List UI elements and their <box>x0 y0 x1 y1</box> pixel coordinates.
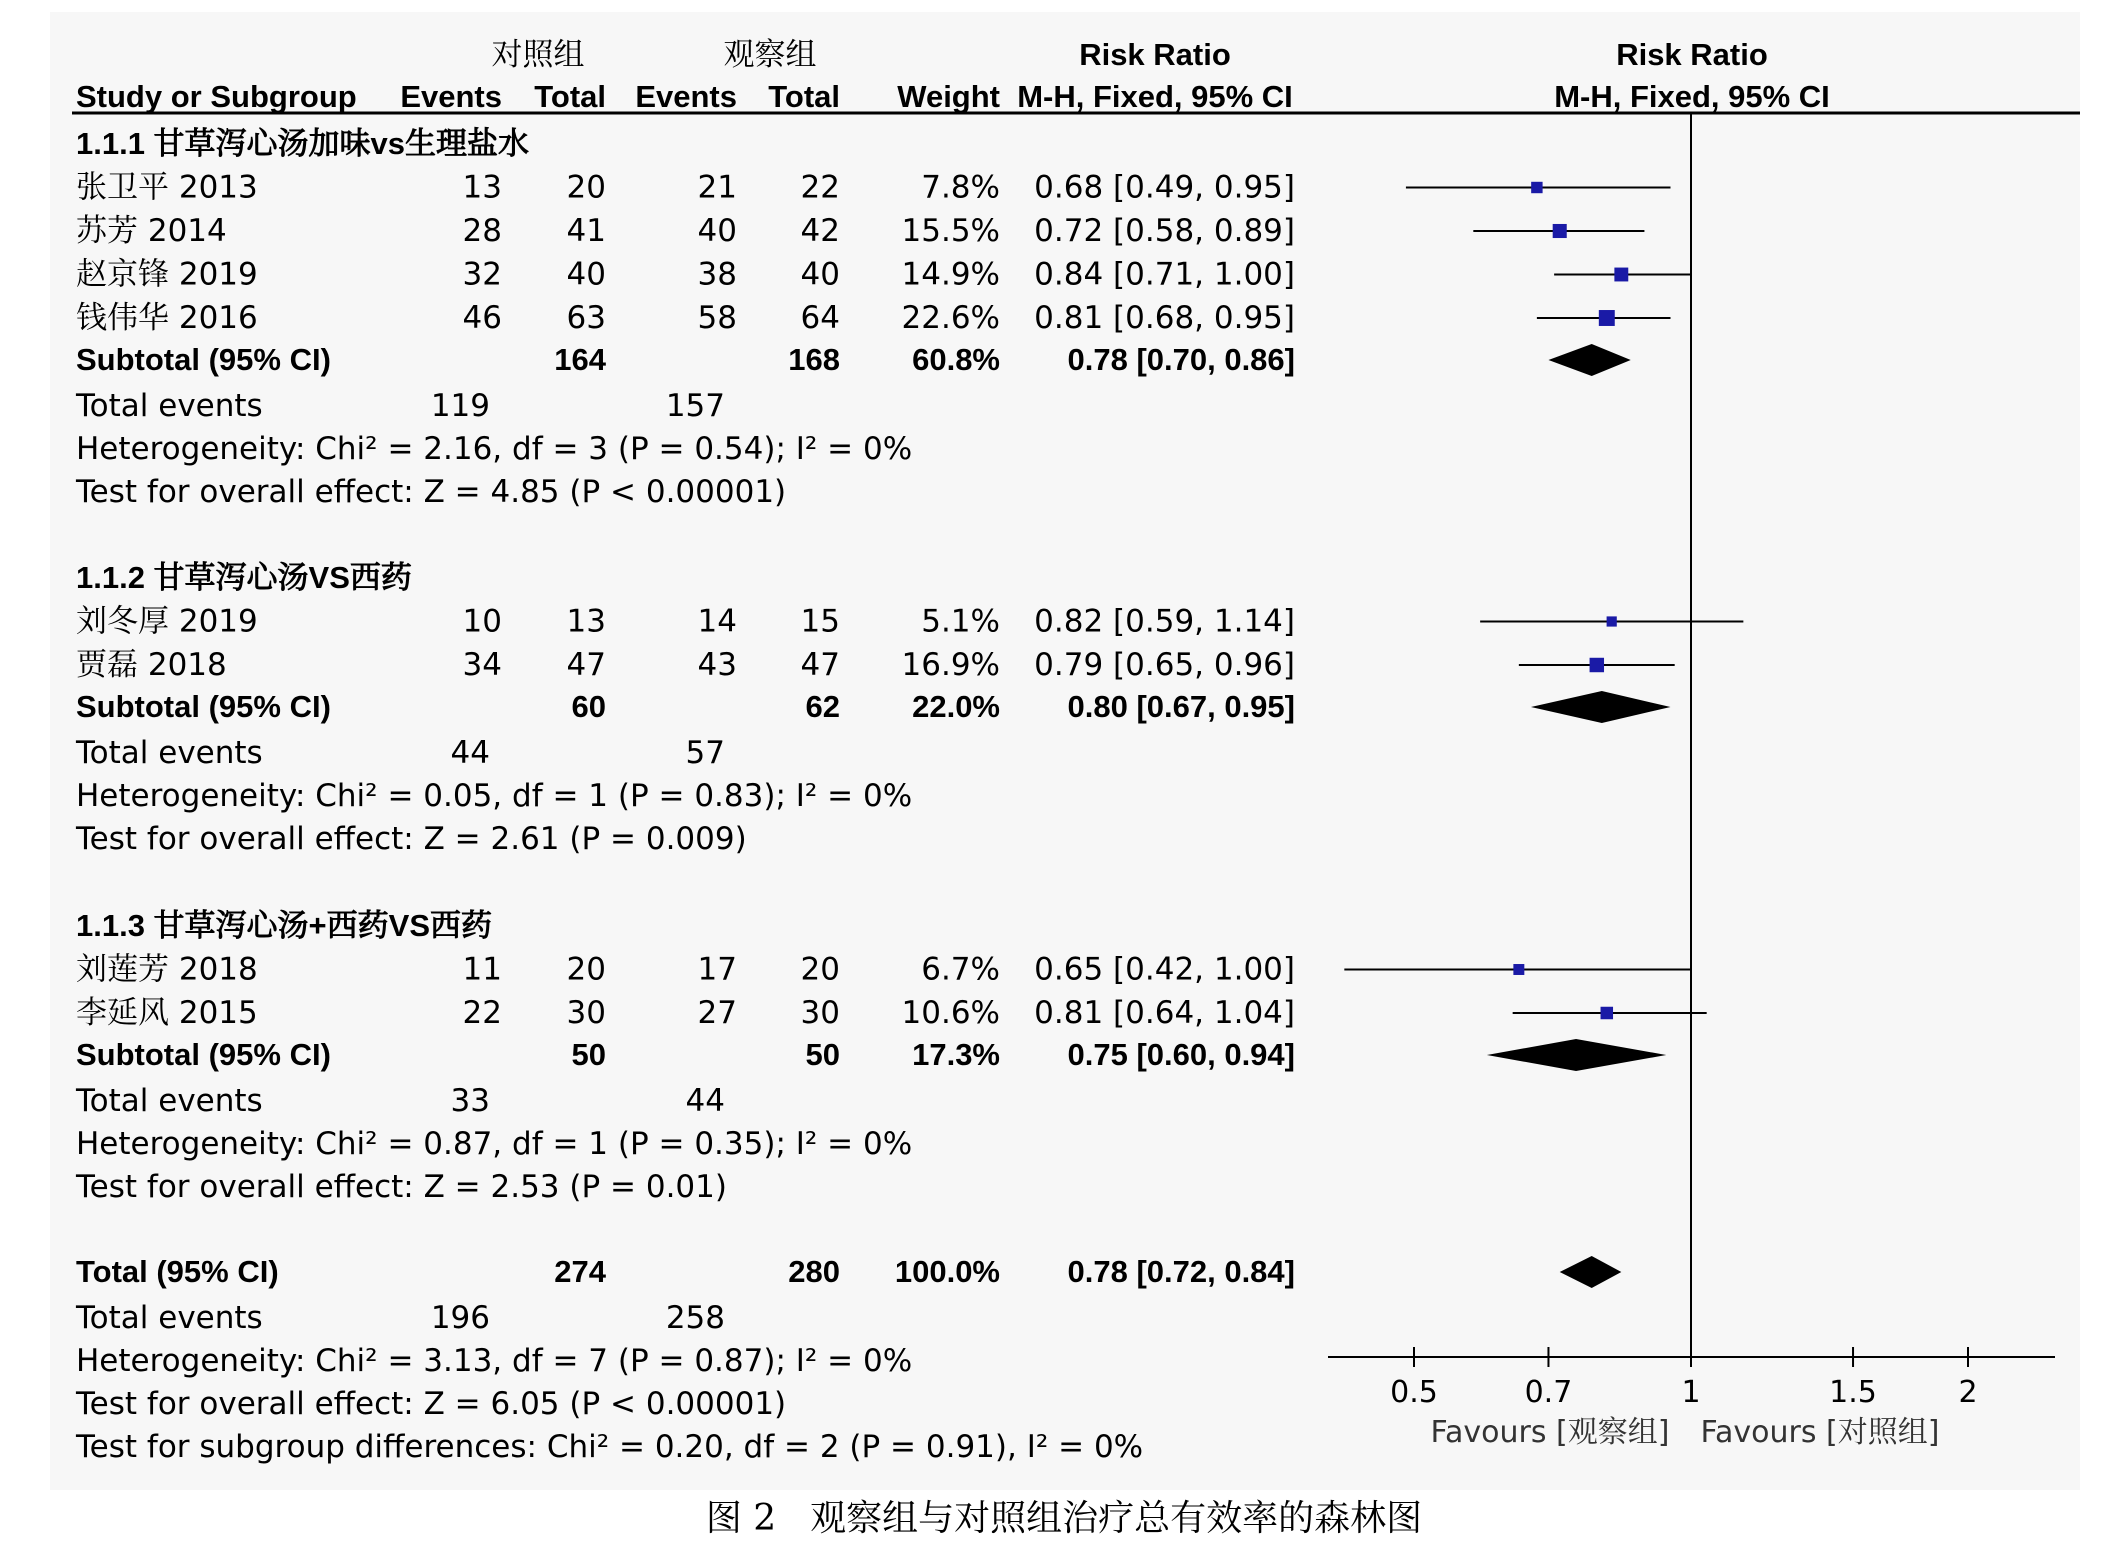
total-events-label: Total events <box>76 735 263 771</box>
plot-area <box>1328 113 2055 1450</box>
study-name: 刘莲芳 2018 <box>76 951 258 988</box>
header-exp-events: Events <box>635 79 737 114</box>
subgroup-differences-text: Test for subgroup differences: Chi² = 0.20, df = 2 (P = 0.91), I² = 0% <box>76 1429 1144 1465</box>
study-weight: 7.8% <box>921 169 1000 206</box>
subtotal-label: Subtotal (95% CI) <box>76 342 331 377</box>
x-tick-label: 1 <box>1681 1375 1701 1410</box>
subtotal-exp-total: 50 <box>805 1037 840 1072</box>
control-total: 63 <box>566 300 606 336</box>
subtotal-diamond <box>1531 691 1671 723</box>
total-ci: 0.78 [0.72, 0.84] <box>1067 1254 1295 1289</box>
study-weight: 6.7% <box>921 951 1000 988</box>
subtotal-label: Subtotal (95% CI) <box>76 689 331 724</box>
control-total: 13 <box>566 603 606 640</box>
header-control-total: Total <box>534 79 606 114</box>
study-point-square <box>1599 310 1615 326</box>
total-events-exp: 57 <box>685 735 725 771</box>
header-exp-group: 观察组 <box>723 37 817 73</box>
exp-events: 40 <box>697 213 737 249</box>
study-ci: 0.82 [0.59, 1.14] <box>1034 603 1295 640</box>
study-ci: 0.79 [0.65, 0.96] <box>1034 647 1295 683</box>
subtotal-weight: 60.8% <box>912 342 1000 377</box>
study-ci: 0.81 [0.68, 0.95] <box>1034 300 1295 336</box>
subtotal-ci: 0.80 [0.67, 0.95] <box>1067 689 1295 724</box>
header-study-col: Study or Subgroup <box>76 79 357 114</box>
study-name: 贾磊 2018 <box>76 647 227 683</box>
study-name: 赵京锋 2019 <box>76 256 258 293</box>
x-tick-label: 2 <box>1958 1375 1978 1410</box>
study-weight: 10.6% <box>901 995 1000 1031</box>
total-events-label: Total events <box>76 1300 263 1336</box>
exp-events: 17 <box>697 951 737 988</box>
total-events-exp: 258 <box>665 1300 725 1336</box>
study-name: 钱伟华 2016 <box>76 300 258 336</box>
total-weight: 100.0% <box>894 1254 1000 1289</box>
control-events: 32 <box>462 256 502 293</box>
x-tick-label: 0.7 <box>1524 1375 1573 1410</box>
control-total: 40 <box>566 256 606 293</box>
study-weight: 5.1% <box>921 603 1000 640</box>
exp-events: 14 <box>697 603 737 640</box>
exp-events: 27 <box>697 995 737 1031</box>
control-total: 47 <box>566 647 606 683</box>
header-plot-title: Risk Ratio <box>1616 37 1768 72</box>
x-tick-label: 0.5 <box>1390 1375 1438 1410</box>
total-events-exp: 157 <box>665 388 725 424</box>
header-control-events: Events <box>400 79 502 114</box>
total-control-total: 274 <box>554 1254 606 1289</box>
favours-left-label: Favours [观察组] <box>1430 1415 1670 1450</box>
subtotal-control-total: 60 <box>571 689 606 724</box>
overall-effect-text: Test for overall effect: Z = 4.85 (P < 0.00001) <box>76 474 787 510</box>
subtotal-diamond <box>1548 344 1630 376</box>
exp-total: 40 <box>800 256 840 293</box>
exp-events: 58 <box>697 300 737 336</box>
overall-effect-text: Test for overall effect: Z = 6.05 (P < 0.00001) <box>76 1386 787 1422</box>
exp-events: 38 <box>697 256 737 293</box>
study-weight: 22.6% <box>901 300 1000 336</box>
study-ci: 0.84 [0.71, 1.00] <box>1034 256 1295 293</box>
study-name: 李延风 2015 <box>76 995 258 1031</box>
control-events: 34 <box>462 647 502 683</box>
exp-total: 47 <box>800 647 840 683</box>
total-exp-total: 280 <box>788 1254 840 1289</box>
exp-total: 42 <box>800 213 840 249</box>
total-label: Total (95% CI) <box>76 1254 279 1289</box>
forest-plot-figure <box>50 12 2080 1490</box>
favours-right-label: Favours [对照组] <box>1700 1415 1940 1450</box>
total-diamond <box>1560 1256 1622 1288</box>
exp-total: 30 <box>800 995 840 1031</box>
study-point-square <box>1553 224 1567 238</box>
forest-plot <box>50 12 2080 1490</box>
study-point-square <box>1590 658 1604 672</box>
subgroup-title: 1.1.3 甘草泻心汤+西药VS西药 <box>76 908 493 943</box>
header-weight: Weight <box>897 79 1000 114</box>
study-name: 张卫平 2013 <box>76 169 258 206</box>
exp-total: 20 <box>800 951 840 988</box>
exp-total: 22 <box>800 169 840 206</box>
total-events-control: 44 <box>450 735 490 771</box>
table-rows <box>75 126 1295 1465</box>
control-total: 20 <box>566 169 606 206</box>
header-plot-method: M-H, Fixed, 95% CI <box>1554 79 1830 114</box>
subtotal-label: Subtotal (95% CI) <box>76 1037 331 1072</box>
control-events: 22 <box>462 995 502 1031</box>
control-total: 20 <box>566 951 606 988</box>
control-events: 46 <box>462 300 502 336</box>
heterogeneity-text: Heterogeneity: Chi² = 0.87, df = 1 (P = 0.35); I² = 0% <box>76 1126 913 1162</box>
heterogeneity-text: Heterogeneity: Chi² = 0.05, df = 1 (P = 0.83); I² = 0% <box>76 778 913 814</box>
overall-effect-text: Test for overall effect: Z = 2.53 (P = 0.01) <box>76 1169 727 1205</box>
study-ci: 0.81 [0.64, 1.04] <box>1034 995 1295 1031</box>
study-point-square <box>1607 616 1617 626</box>
study-name: 刘冬厚 2019 <box>76 603 258 640</box>
x-tick-label: 1.5 <box>1829 1375 1877 1410</box>
study-point-square <box>1601 1007 1613 1019</box>
study-point-square <box>1531 182 1542 193</box>
subgroup-title: 1.1.1 甘草泻心汤加味vs生理盐水 <box>76 126 530 161</box>
subtotal-weight: 22.0% <box>912 689 1000 724</box>
subtotal-ci: 0.75 [0.60, 0.94] <box>1067 1037 1295 1072</box>
study-weight: 14.9% <box>901 256 1000 293</box>
subtotal-exp-total: 168 <box>788 342 840 377</box>
total-events-control: 196 <box>430 1300 490 1336</box>
study-weight: 15.5% <box>901 213 1000 249</box>
study-ci: 0.68 [0.49, 0.95] <box>1034 169 1295 206</box>
heterogeneity-text: Heterogeneity: Chi² = 3.13, df = 7 (P = 0.87); I² = 0% <box>76 1343 913 1379</box>
figure-caption <box>0 1490 2128 1541</box>
total-events-label: Total events <box>76 388 263 424</box>
study-point-square <box>1513 964 1524 975</box>
control-events: 10 <box>462 603 502 640</box>
study-ci: 0.72 [0.58, 0.89] <box>1034 213 1295 249</box>
header-control-group: 对照组 <box>491 37 585 73</box>
heterogeneity-text: Heterogeneity: Chi² = 2.16, df = 3 (P = 0.54); I² = 0% <box>76 431 913 467</box>
study-name: 苏芳 2014 <box>76 213 227 249</box>
subtotal-ci: 0.78 [0.70, 0.86] <box>1067 342 1295 377</box>
subtotal-control-total: 50 <box>571 1037 606 1072</box>
header-exp-total: Total <box>768 79 840 114</box>
subtotal-diamond <box>1487 1039 1666 1071</box>
total-events-label: Total events <box>76 1083 263 1119</box>
subgroup-title: 1.1.2 甘草泻心汤VS西药 <box>76 560 412 595</box>
total-events-exp: 44 <box>685 1083 725 1119</box>
exp-events: 21 <box>697 169 737 206</box>
subtotal-control-total: 164 <box>554 342 606 377</box>
study-point-square <box>1614 268 1628 282</box>
subtotal-exp-total: 62 <box>805 689 840 724</box>
control-total: 41 <box>566 213 606 249</box>
caption-text: 观察组与对照组治疗总有效率的森林图 <box>810 1498 1423 1539</box>
control-events: 13 <box>462 169 502 206</box>
exp-total: 64 <box>800 300 840 336</box>
study-weight: 16.9% <box>901 647 1000 683</box>
header-method: M-H, Fixed, 95% CI <box>1017 79 1293 114</box>
header-risk-ratio: Risk Ratio <box>1079 37 1231 72</box>
control-events: 28 <box>462 213 502 249</box>
exp-events: 43 <box>697 647 737 683</box>
control-events: 11 <box>462 951 502 988</box>
study-ci: 0.65 [0.42, 1.00] <box>1034 951 1295 988</box>
caption-number: 图 2 <box>705 1498 777 1539</box>
overall-effect-text: Test for overall effect: Z = 2.61 (P = 0.009) <box>76 821 747 857</box>
subtotal-weight: 17.3% <box>912 1037 1000 1072</box>
exp-total: 15 <box>800 603 840 640</box>
control-total: 30 <box>566 995 606 1031</box>
total-events-control: 33 <box>450 1083 490 1119</box>
total-events-control: 119 <box>430 388 490 424</box>
